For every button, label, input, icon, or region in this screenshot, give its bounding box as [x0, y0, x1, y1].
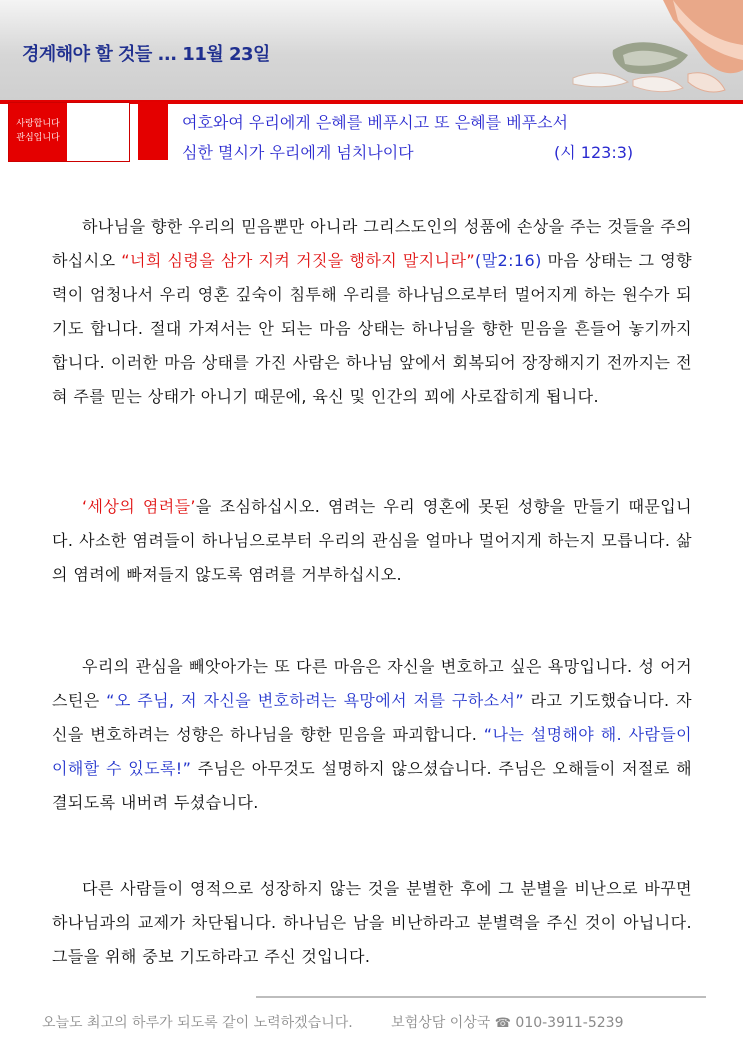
badge-red-square [9, 103, 67, 161]
p3-quote-1: “오 주님, 저 자신을 변호하려는 욕망에서 저를 구하소서” [106, 691, 525, 710]
footer [42, 1012, 624, 1032]
p1-reference: (말2:16) [475, 251, 542, 270]
paragraph-1 [52, 210, 692, 414]
page-header [0, 0, 743, 100]
p4-text-a: 다른 사람들이 영적으로 성장하지 않는 것을 분별한 후에 그 분별을 비난으로 바꾸면 하나님과의 교제가 차단됩니다. 하나님은 남을 비난하라고 분별력을 주신 것이 아닙니다. 그들을 위해 중보 기도하라고 주신 것입니다. [52, 879, 692, 966]
footer-consult: 보험상담 이상국 [391, 1015, 491, 1031]
paragraph-4 [52, 872, 692, 974]
p1-quote: “너희 심령을 삼가 지켜 거짓을 행하지 말지니라” [121, 251, 476, 270]
badge-text-love: 사랑합니다 [16, 119, 60, 129]
scripture-verse [182, 108, 634, 168]
paragraph-2 [52, 490, 692, 592]
badge-box [8, 102, 130, 162]
p1-text-b: 마음 상태는 그 영향력이 엄청나서 우리 영혼 깊숙이 침투해 우리를 하나님으로부터 멀어지게 하는 원수가 되기도 합니다. 절대 가져서는 안 되는 마음 상태는 하나님을 향한 믿음을 흔들어 놓기까지 합니다. 이러한 마음 상태를 가진 사람은 하나님 앞에서 회복되어 장장해지기 전까지는 전혀 주를 믿는 상태가 아니기 때문에, 육신 및 인간의 꾀에 사로잡히게 됩니다. [52, 251, 692, 406]
p3-quote-2: “나는 설명해야 해. 사람들이 이해할 수 있도록!” [52, 725, 692, 778]
verse-reference: (시 123:3) [554, 143, 634, 162]
verse-red-stripe [138, 102, 168, 160]
footer-divider [256, 996, 706, 998]
badge-text-interest: 관심입니다 [16, 133, 60, 143]
p3-text-b: 라고 기도했습니다. 자신을 변호하려는 성향은 하나님을 향한 믿음을 파괴합니다. [52, 691, 692, 744]
paragraph-3 [52, 650, 692, 820]
verse-line-1: 여호와여 우리에게 은혜를 베푸시고 또 은혜를 베푸소서 [182, 113, 569, 132]
broken-eggshell-money-icon [513, 0, 743, 100]
page-title: 경계해야 할 것들 ... 11월 23일 [22, 44, 270, 65]
p2-quote: ‘세상의 염려들’ [82, 497, 196, 516]
footer-slogan: 오늘도 최고의 하루가 되도록 같이 노력하겠습니다. [42, 1015, 353, 1031]
p3-text-a: 우리의 관심을 빼앗아가는 또 다른 마음은 자신을 변호하고 싶은 욕망입니다. 성 어거스틴은 [52, 657, 692, 710]
p3-text-c: 주님은 아무것도 설명하지 않으셨습니다. 주님은 오해들이 저절로 해결되도록 내버려 두셨습니다. [52, 759, 693, 812]
footer-phone: 010-3911-5239 [515, 1015, 624, 1031]
telephone-icon: ☎ [494, 1016, 511, 1031]
p2-text-a: 을 조심하십시오. 염려는 우리 영혼에 못된 성향을 만들기 때문입니다. 사소한 염려들이 하나님으로부터 우리의 관심을 얼마나 멀어지게 하는지 모릅니다. 삶의 염려에 빠져들지 않도록 염려를 거부하십시오. [52, 497, 692, 584]
p1-text-a: 하나님을 향한 우리의 믿음뿐만 아니라 그리스도인의 성품에 손상을 주는 것들을 주의하십시오 [52, 217, 692, 270]
verse-line-2: 심한 멸시가 우리에게 넘치나이다 [182, 143, 414, 162]
